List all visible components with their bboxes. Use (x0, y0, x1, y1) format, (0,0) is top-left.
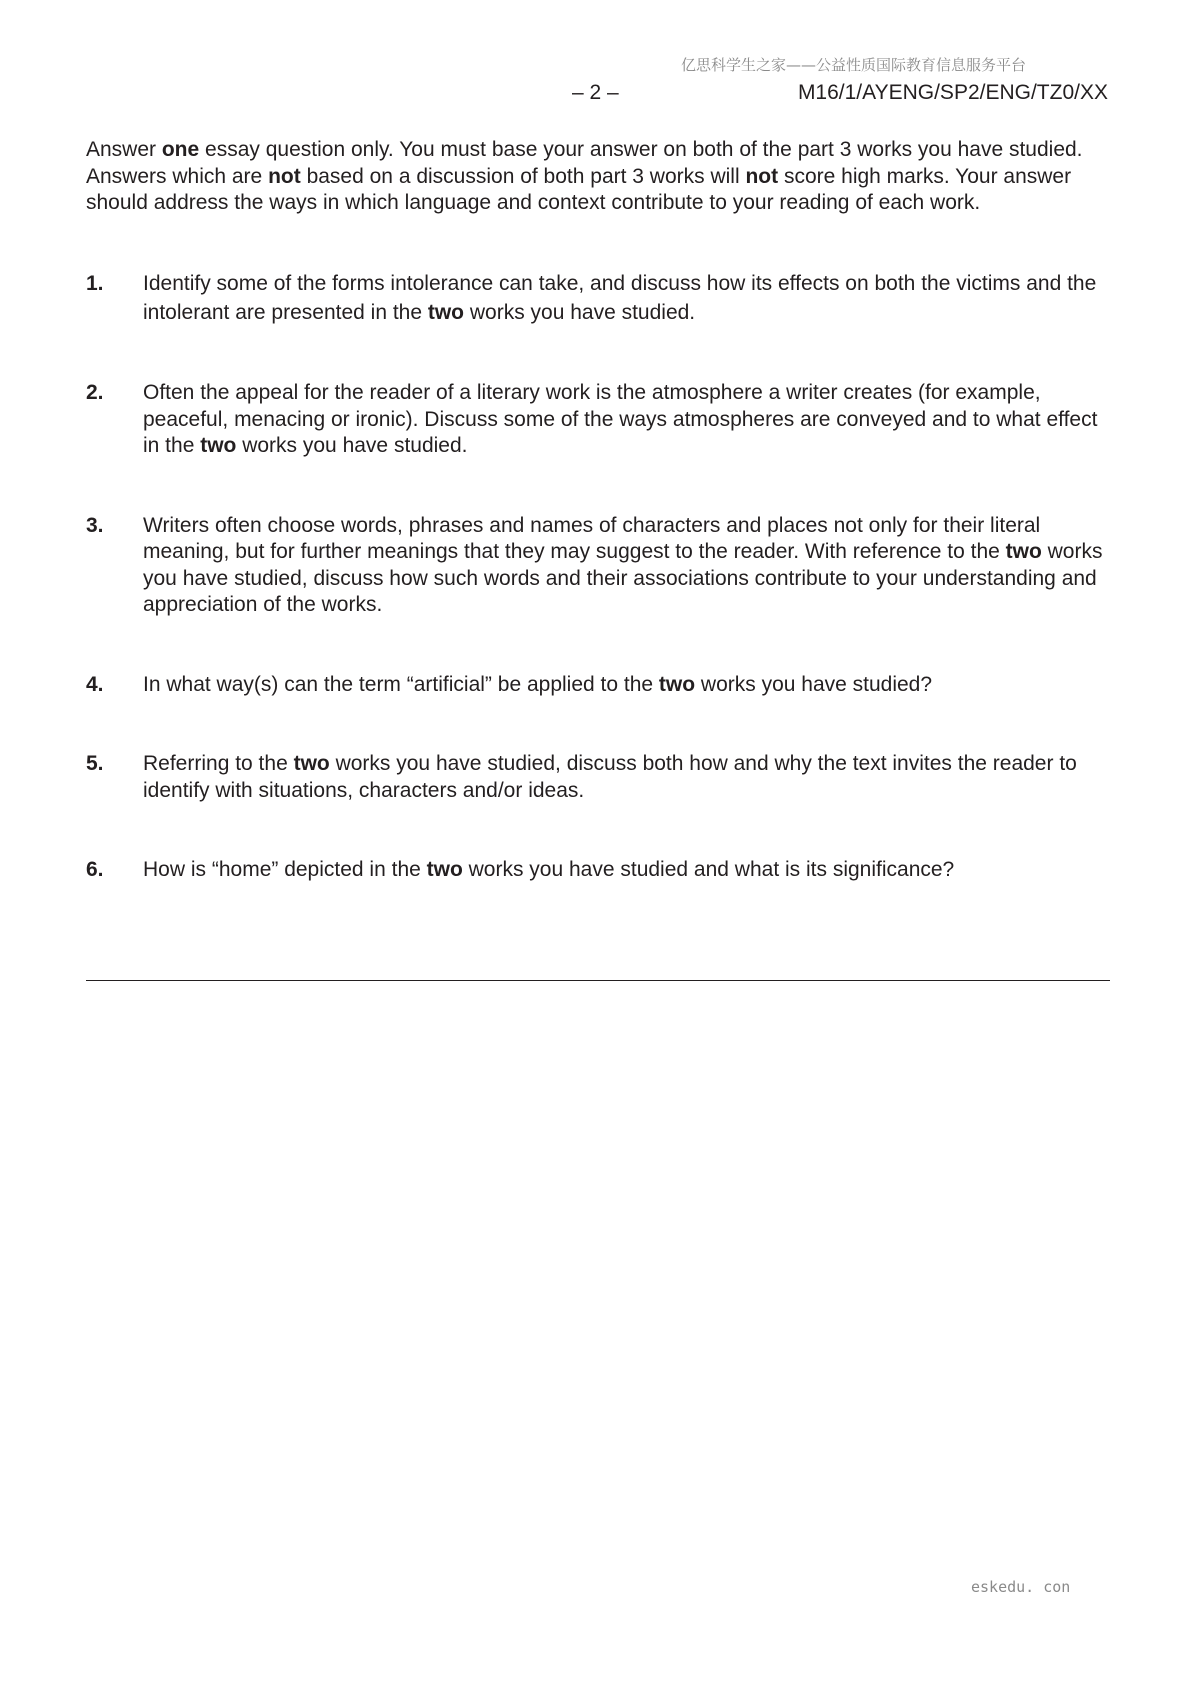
question-segment: Identify some of the forms intolerance can take, and discuss how its effects on both the victims and the intolerant are presented in the (143, 272, 1097, 324)
paper-code: M16/1/AYENG/SP2/ENG/TZ0/XX (797, 81, 1108, 104)
question-number: 2. (86, 381, 104, 404)
question-emphasis: two (427, 300, 465, 324)
question-segment: Often the appeal for the reader of a literary work is the atmosphere a writer creates (for example, peaceful, menacing or ironic). Discuss some of the ways atmospheres are conveyed and to what effect in the (143, 381, 1098, 457)
question-item (86, 270, 1110, 327)
question-emphasis: two (293, 752, 330, 775)
question-segment: works you have studied. (464, 300, 696, 324)
question-number: 3. (86, 513, 104, 537)
instructions-emphasis: not (745, 164, 779, 188)
question-segment: In what way(s) can the term “artificial” be applied to the (143, 672, 659, 696)
page-number: – 2 – (572, 81, 619, 104)
question-segment: works you have studied. (236, 434, 468, 457)
instructions-emphasis: not (268, 164, 301, 188)
question-segment: works you have studied and what is its significance? (462, 858, 955, 881)
question-emphasis: two (200, 434, 237, 457)
question-number: 6. (86, 858, 104, 881)
instructions-paragraph (86, 137, 1108, 217)
question-segment: works you have studied, discuss both how and why the text invites the reader to identify with situations, characters and/or ideas. (143, 752, 1077, 802)
question-emphasis: two (658, 672, 696, 696)
question-item (86, 513, 1110, 619)
question-segment: works you have studied? (695, 672, 933, 696)
question-item (86, 672, 1110, 699)
instructions-segment: score high marks. Your answer should address the ways in which language and context contribute to your reading of each work. (86, 164, 1072, 214)
instructions-segment: Answer (86, 138, 162, 161)
question-text (143, 381, 1097, 457)
question-text (143, 673, 932, 696)
footer-watermark: eskedu. con (971, 1578, 1071, 1596)
question-number: 1. (86, 272, 104, 295)
question-item (86, 857, 1110, 884)
question-text (143, 752, 1077, 802)
instructions-segment: based on a discussion of both part 3 works will (300, 164, 746, 188)
question-number: 5. (86, 752, 104, 775)
question-item (86, 751, 1110, 804)
question-text (143, 272, 1096, 324)
question-emphasis: two (1005, 540, 1042, 563)
header-watermark: 亿思科学生之家——公益性质国际教育信息服务平台 (681, 56, 1027, 74)
instructions-segment: essay question only. You must base your answer on both of the part 3 works you have studied. Answers which are (86, 138, 1083, 188)
question-segment: Writers often choose words, phrases and names of characters and places not only for their literal meaning, but for further meanings that they may suggest to the reader. With reference to the (143, 513, 1041, 563)
question-item (86, 380, 1110, 460)
question-segment: How is “home” depicted in the (143, 858, 427, 881)
question-segment: Referring to the (143, 752, 294, 775)
question-text (143, 514, 1102, 617)
end-rule (86, 980, 1110, 981)
question-text (143, 858, 954, 881)
question-number: 4. (86, 672, 104, 696)
instructions-emphasis: one (161, 138, 200, 161)
question-emphasis: two (426, 858, 463, 881)
question-segment: works you have studied, discuss how such words and their associations contribute to your understanding and appreciation of the works. (143, 540, 1103, 616)
question-list (86, 270, 1110, 884)
